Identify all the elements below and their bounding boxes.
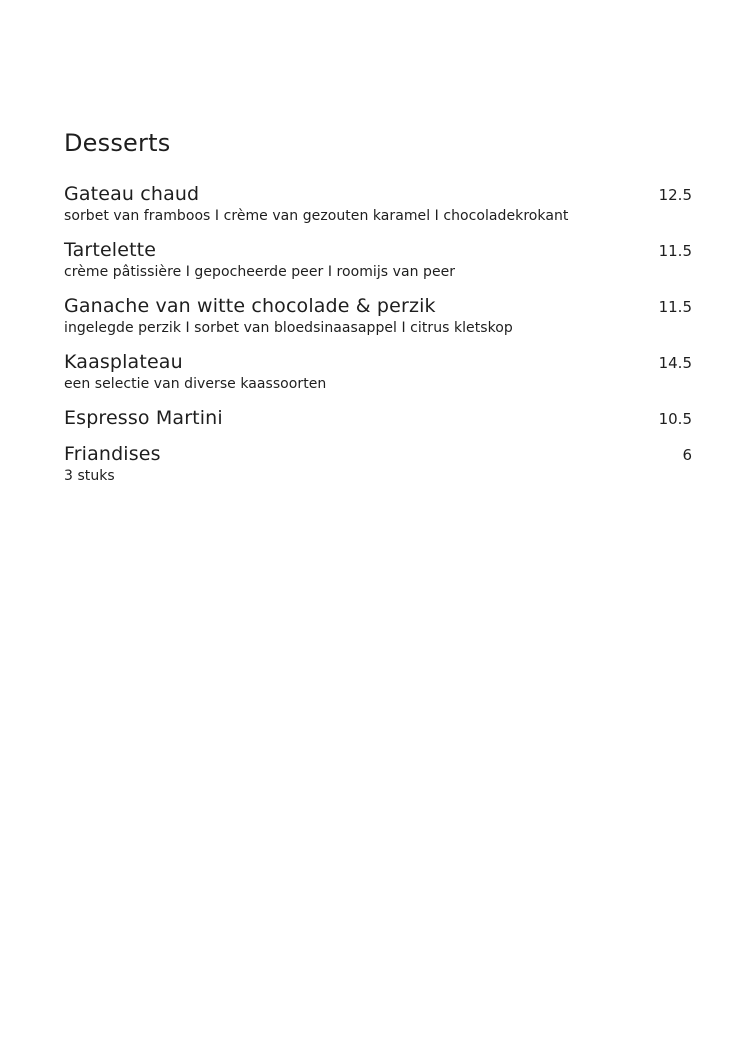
menu-item-header [64,406,694,431]
menu-item-description: 3 stuks [64,468,115,484]
menu-item [64,442,694,486]
menu-item-header [64,294,694,319]
menu-item-description: crème pâtissière I gepocheerde peer I roomijs van peer [64,264,456,280]
menu-item-name: Friandises [64,443,161,465]
menu-item-price: 14.5 [658,354,692,372]
menu-page [64,126,694,486]
menu-item-price: 11.5 [658,298,692,316]
menu-item-name: Kaasplateau [64,351,183,373]
menu-item-header [64,350,694,375]
menu-item [64,238,694,282]
menu-item [64,182,694,226]
menu-item-description: sorbet van framboos I crème van gezouten karamel I chocoladekrokant [64,208,569,224]
menu-item-name: Ganache van witte chocolade & perzik [64,295,436,317]
menu-item-price: 12.5 [658,186,692,204]
menu-item-description: ingelegde perzik I sorbet van bloedsinaasappel I citrus kletskop [64,320,513,336]
menu-title: Desserts [64,129,171,157]
menu-item-header [64,442,694,467]
menu-item-name: Espresso Martini [64,407,223,429]
menu-item-price: 11.5 [658,242,692,260]
menu-item-header [64,238,694,263]
menu-item-price: 6 [682,446,692,464]
menu-item-description: een selectie van diverse kaassoorten [64,376,327,392]
menu-item-name: Gateau chaud [64,183,200,205]
menu-item [64,294,694,338]
menu-item [64,406,694,431]
menu-item-header [64,182,694,207]
menu-item [64,350,694,394]
menu-item-name: Tartelette [64,239,157,261]
menu-item-price: 10.5 [658,410,692,428]
